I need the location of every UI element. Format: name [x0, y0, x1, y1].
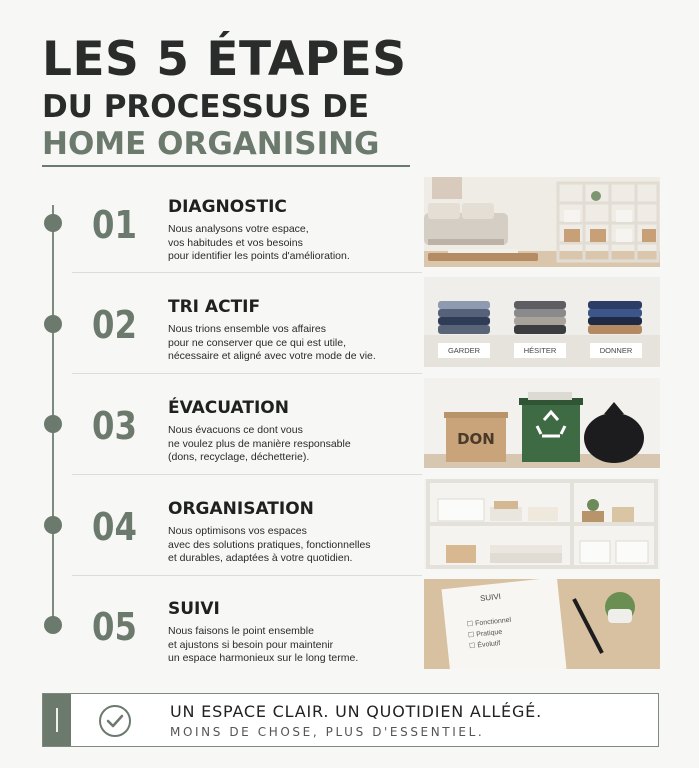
step-card-5 — [70, 577, 660, 675]
desc-line: Nous optimisons vos espaces — [168, 525, 307, 537]
notebook-checklist: ☐ Fonctionnel ☐ Pratique ☐ Évolutif — [466, 616, 512, 651]
desc-line: pour identifier les points d'amélioration. — [168, 250, 350, 262]
step-description — [168, 223, 413, 264]
desc-line: vos habitudes et vos besoins — [168, 236, 303, 249]
title-line-1: LES 5 ÉTAPES — [42, 32, 407, 87]
desc-line: ne voulez plus de manière responsable — [168, 437, 351, 450]
living-room-shelves-photo — [424, 177, 660, 267]
step-description — [168, 424, 413, 465]
step-card-1 — [70, 175, 660, 273]
step-number: 03 — [92, 404, 137, 448]
step-description — [168, 525, 413, 566]
step-number: 04 — [92, 505, 137, 549]
footer-headline: UN ESPACE CLAIR. UN QUOTIDIEN ALLÉGÉ. — [170, 702, 542, 721]
timeline-dot-1 — [44, 214, 62, 232]
step-card-4 — [70, 477, 660, 575]
desc-line: Nous faisons le point ensemble — [168, 625, 314, 637]
step-number: 05 — [92, 605, 137, 649]
timeline-dot-3 — [44, 415, 62, 433]
garder-label: GARDER — [438, 343, 490, 358]
timeline-dot-5 — [44, 616, 62, 634]
step-number: 01 — [92, 203, 137, 247]
donation-recycling-photo — [424, 378, 660, 468]
step-description — [168, 625, 413, 666]
notebook-checklist-photo — [424, 579, 660, 669]
title-line-3: HOME ORGANISING — [42, 126, 380, 162]
step-title: DIAGNOSTIC — [168, 197, 287, 217]
desc-line: et ajustons si besoin pour maintenir — [168, 638, 334, 651]
desc-line: et durables, adaptées à votre quotidien. — [168, 552, 353, 564]
footer-tagline: MOINS DE CHOSE, PLUS D'ESSENTIEL. — [170, 725, 485, 739]
step-divider — [72, 373, 422, 374]
title-underline — [42, 165, 410, 167]
organized-shelves-photo — [424, 479, 660, 569]
checklist-item: Pratique — [475, 628, 503, 639]
step-title: ORGANISATION — [168, 499, 314, 519]
timeline-dot-2 — [44, 315, 62, 333]
notebook-title: SUIVI — [479, 591, 502, 604]
check-circle-icon — [99, 705, 131, 737]
step-card-3 — [70, 376, 660, 474]
hesiter-label: HÉSITER — [514, 343, 566, 358]
desc-line: un espace harmonieux sur le long terme. — [168, 652, 359, 664]
step-number: 02 — [92, 303, 137, 347]
footer-accent-bar — [43, 694, 71, 746]
footer-banner — [42, 693, 659, 747]
step-divider — [72, 474, 422, 475]
checklist-item: Évolutif — [477, 640, 501, 650]
desc-line: avec des solutions pratiques, fonctionnelles — [168, 538, 371, 551]
desc-line: Nous analysons votre espace, — [168, 223, 309, 235]
step-card-2 — [70, 275, 660, 373]
don-box-label: DON — [457, 430, 495, 448]
step-title: SUIVI — [168, 599, 220, 619]
page-title — [42, 32, 407, 162]
donner-label: DONNER — [590, 343, 642, 358]
desc-line: pour ne conserver que ce qui est utile, — [168, 336, 347, 349]
title-line-2: DU PROCESSUS DE — [42, 89, 370, 125]
step-description — [168, 323, 413, 364]
step-title: TRI ACTIF — [168, 297, 261, 317]
desc-line: nécessaire et aligné avec votre mode de vie. — [168, 350, 376, 362]
folded-clothes-photo — [424, 277, 660, 367]
desc-line: (dons, recyclage, déchetterie). — [168, 451, 310, 463]
desc-line: Nous trions ensemble vos affaires — [168, 323, 326, 335]
checklist-item: Fonctionnel — [474, 616, 512, 628]
desc-line: Nous évacuons ce dont vous — [168, 424, 303, 436]
timeline-dot-4 — [44, 516, 62, 534]
step-title: ÉVACUATION — [168, 398, 289, 418]
step-divider — [72, 575, 422, 576]
